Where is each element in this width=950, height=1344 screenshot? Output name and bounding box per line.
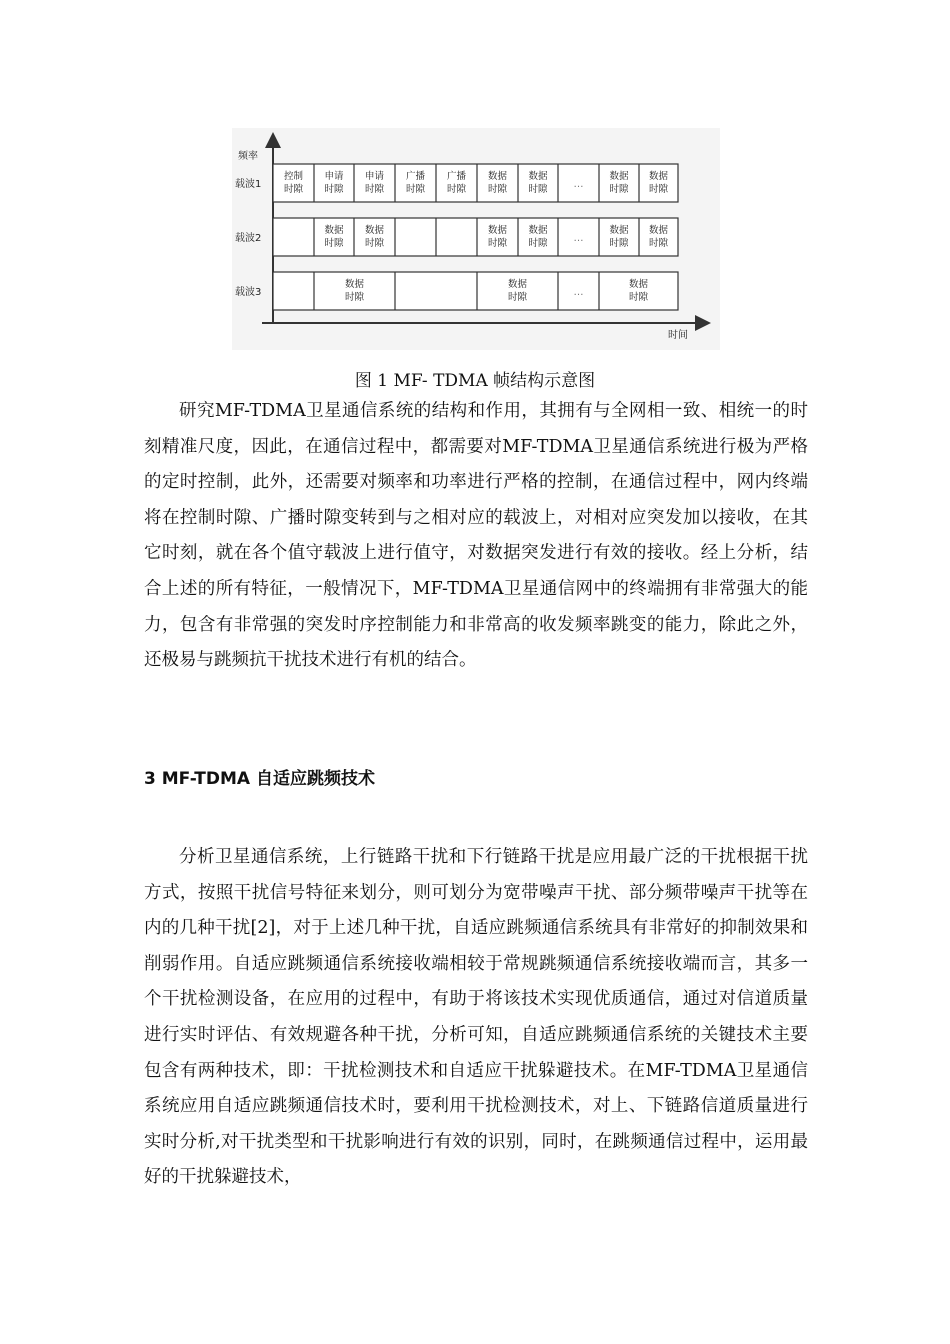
frame-structure-diagram	[232, 128, 720, 350]
slot-label: 数据	[609, 225, 629, 236]
slot-ellipsis: …	[573, 287, 584, 298]
slot-label: 申请	[364, 171, 385, 182]
slot-label: 时隙	[364, 238, 385, 249]
slot-ellipsis: …	[573, 179, 584, 190]
slot-label: 数据	[487, 171, 508, 182]
slot-label: 广播	[405, 171, 426, 182]
slot-label: 数据	[507, 279, 528, 290]
slot-label: 时隙	[283, 184, 304, 195]
carrier-rows	[235, 164, 678, 310]
carrier-row	[273, 272, 678, 310]
slot-label: 数据	[648, 171, 669, 182]
slot-label: 数据	[528, 171, 548, 182]
figure-caption: 图 1 MF- TDMA 帧结构示意图	[354, 371, 596, 391]
y-axis-label: 频率	[238, 151, 258, 162]
slot-label: 数据	[324, 225, 344, 236]
x-axis-label: 时间	[668, 330, 688, 341]
slot-label: 数据	[609, 171, 629, 182]
slot-label: 控制	[283, 171, 304, 182]
carrier-row	[273, 218, 678, 256]
slot-label: 数据	[648, 225, 669, 236]
slot-ellipsis: …	[573, 233, 584, 244]
carrier-label: 载波3	[235, 287, 262, 298]
slot-label: 时隙	[609, 184, 629, 195]
slot-label: 时隙	[648, 184, 669, 195]
paragraph-1: 研究MF-TDMA卫星通信系统的结构和作用，其拥有与全网相一致、相统一的时刻精准尺度，因此，在通信过程中，都需要对MF-TDMA卫星通信系统进行极为严格的定时控制，此外，还需要对频率和功率进行严格的控制，在通信过程中，网内终端将在控制时隙、广播时隙变转到与之相对应的载波上，对相对应突发加以接收，在其它时刻，就在各个值守载波上进行值守，对数据突发进行有效的接收。经上分析，结合上述的所有特征，一般情况下，MF-TDMA卫星通信网中的终端拥有非常强大的能力，包含有非常强的突发时序控制能力和非常高的收发频率跳变的能力，除此之外，还极易与跳频抗干扰技术进行有机的结合。	[144, 401, 808, 671]
slot-label: 时隙	[364, 184, 385, 195]
slot-label: 数据	[528, 225, 548, 236]
slot-label: 时隙	[324, 238, 344, 249]
slot-label: 时隙	[487, 184, 508, 195]
slot-label: 时隙	[324, 184, 344, 195]
slot-label: 时隙	[487, 238, 508, 249]
slot-label: 数据	[364, 225, 385, 236]
slot-label: 时隙	[344, 292, 365, 303]
carrier-label: 载波2	[235, 233, 262, 244]
slot-label: 时隙	[507, 292, 528, 303]
slot-label: 数据	[487, 225, 508, 236]
paragraph-2: 分析卫星通信系统，上行链路干扰和下行链路干扰是应用最广泛的干扰根据干扰方式，按照干扰信号特征来划分，则可划分为宽带噪声干扰、部分频带噪声干扰等在内的几种干扰[2]，对于上述几种干扰，自适应跳频通信系统具有非常好的抑制效果和削弱作用。自适应跳频通信系统接收端相较于常规跳频通信系统接收端而言，其多一个干扰检测设备，在应用的过程中，有助于将该技术实现优质通信，通过对信道质量进行实时评估、有效规避各种干扰，分析可知，自适应跳频通信系统的关键技术主要包含有两种技术，即：干扰检测技术和自适应干扰躲避技术。在MF-TDMA卫星通信系统应用自适应跳频通信技术时，要利用干扰检测技术，对上、下链路信道质量进行实时分析,对干扰类型和干扰影响进行有效的识别，同时，在跳频通信过程中，运用最好的干扰躲避技术，	[144, 847, 808, 1188]
slot-label: 时隙	[528, 184, 548, 195]
slot-label: 时隙	[405, 184, 426, 195]
slot-label: 时隙	[609, 238, 629, 249]
slot-label: 时隙	[446, 184, 467, 195]
mf-tdma-frame-figure	[232, 128, 720, 350]
slot-label: 时隙	[648, 238, 669, 249]
section-heading: 3 MF-TDMA 自适应跳频技术	[144, 769, 376, 789]
carrier-row	[273, 164, 678, 202]
slot-label: 时隙	[528, 238, 548, 249]
slot-label: 时隙	[628, 292, 649, 303]
slot-label: 数据	[628, 279, 649, 290]
slot-label: 广播	[446, 171, 467, 182]
carrier-label: 载波1	[235, 179, 262, 190]
slot-label: 申请	[324, 171, 344, 182]
slot-label: 数据	[344, 279, 365, 290]
